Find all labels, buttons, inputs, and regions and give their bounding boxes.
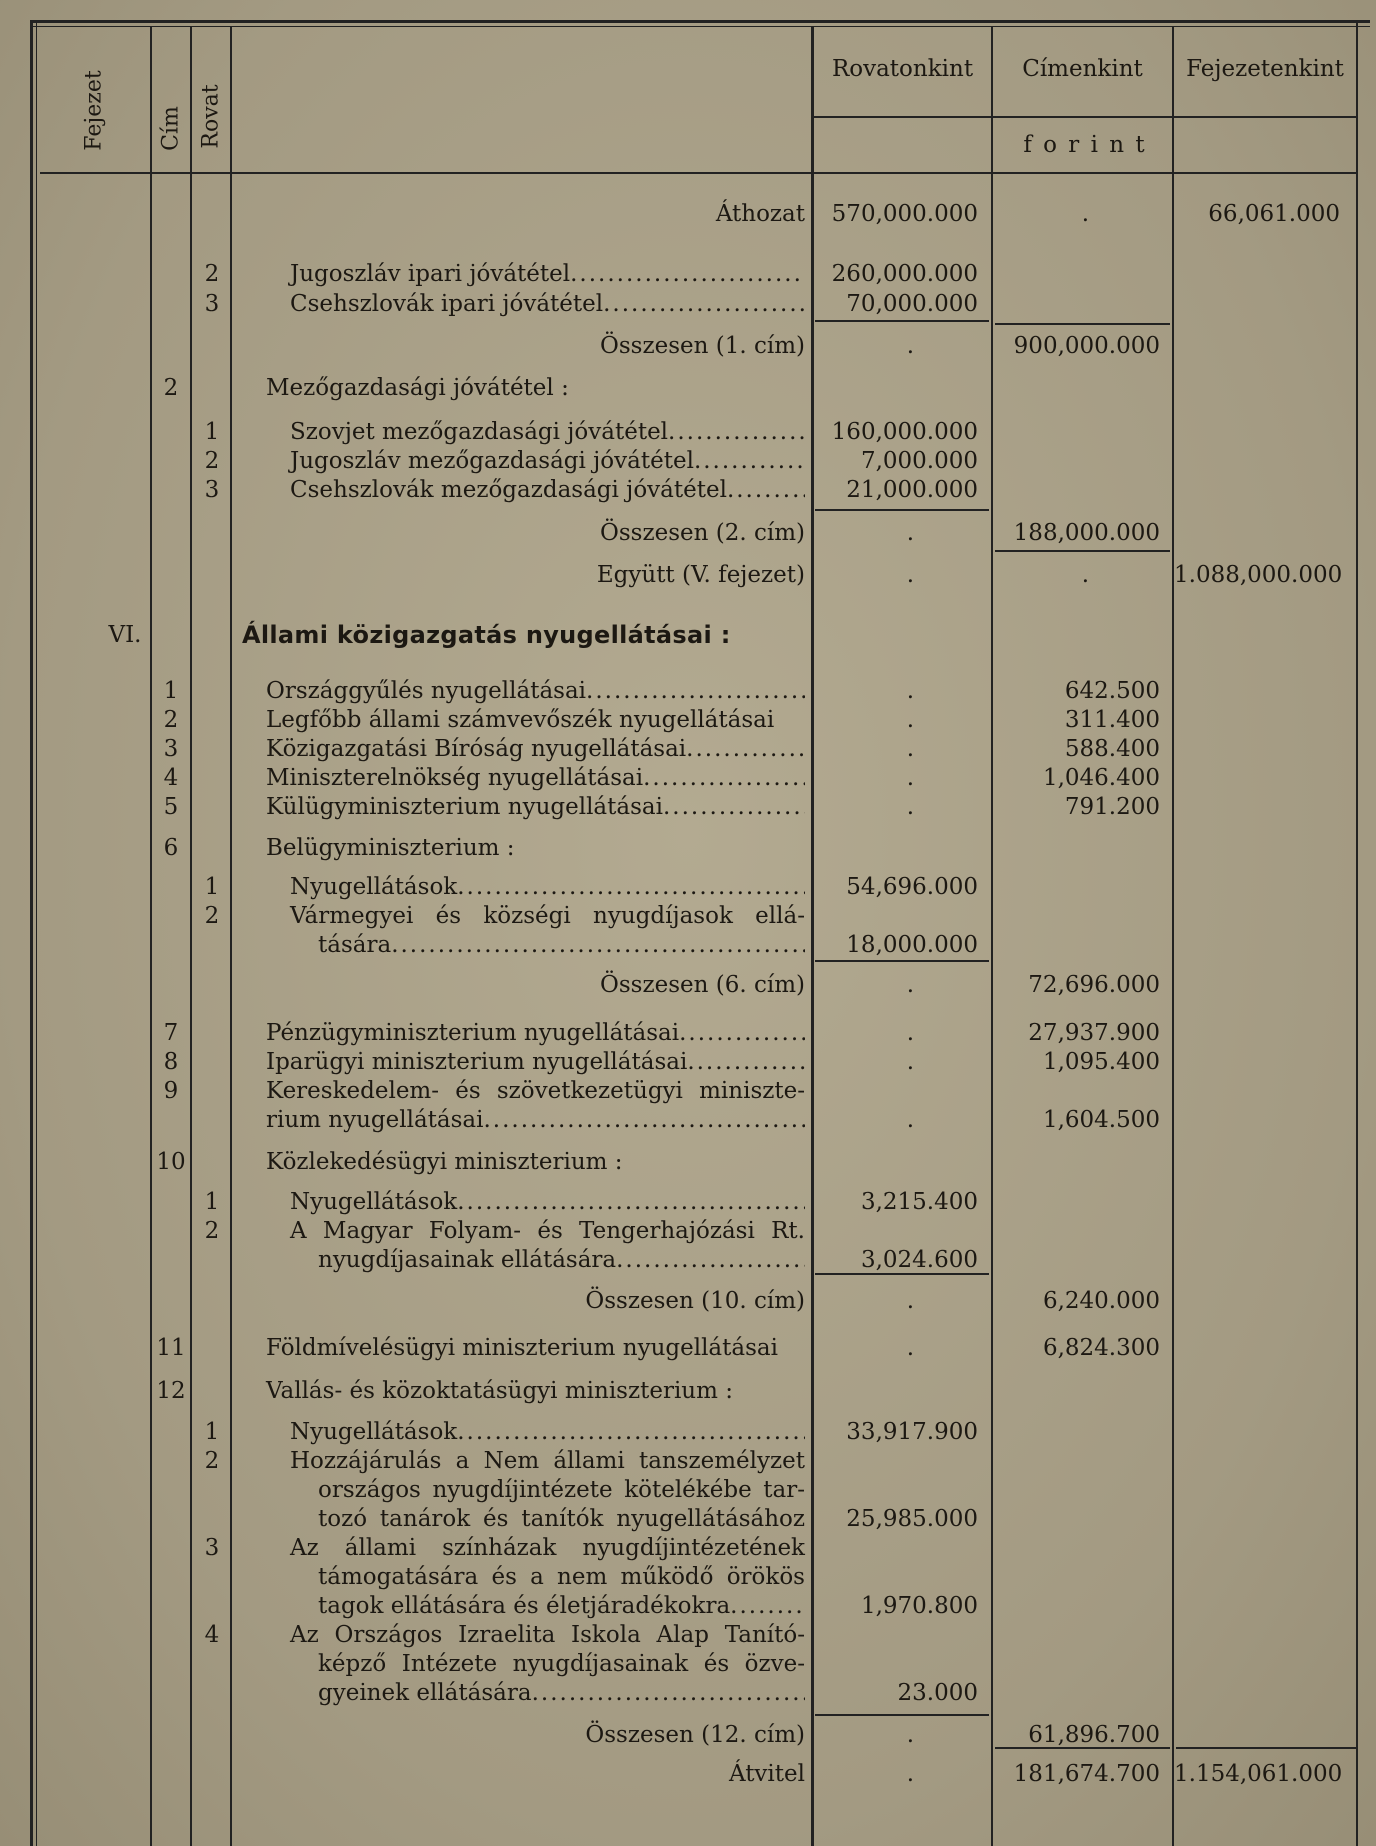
- value-rovatonkint: .: [906, 1020, 914, 1046]
- value-rovatonkint: .: [906, 678, 914, 704]
- dot-leader: [457, 873, 805, 901]
- value-cimenkint: 181,674.700: [1013, 1761, 1160, 1787]
- value-rovatonkint: 3,024.600: [860, 1247, 978, 1273]
- row-label: Átvitel: [728, 1761, 805, 1787]
- top-border: [30, 20, 1370, 23]
- value-rovatonkint: 1,970.800: [860, 1593, 978, 1619]
- dot-leader: [603, 290, 805, 318]
- row-label-with-leader: [266, 677, 805, 705]
- row-label: Külügyminiszterium nyugellátásai: [266, 794, 663, 820]
- value-cimenkint: .: [1081, 201, 1089, 227]
- value-cimenkint: 1,046.400: [1042, 765, 1160, 791]
- value-rovatonkint: .: [906, 1288, 914, 1314]
- row-label-with-leader: [266, 1106, 805, 1134]
- row-rovat-number: 2: [204, 448, 220, 474]
- row-cim-number: 12: [156, 1378, 186, 1404]
- row-cim-number: 10: [156, 1149, 186, 1175]
- header-fejezet: Fejezet: [81, 70, 107, 151]
- row-rovat-number: 2: [204, 1218, 220, 1244]
- row-label: Belügyminiszterium :: [266, 835, 515, 861]
- rule-fejezet-12: [1176, 1747, 1356, 1749]
- row-rovat-number: 1: [204, 419, 220, 445]
- row-label: Hozzájárulás a Nem állami tanszemélyzet: [290, 1448, 805, 1474]
- row-label: Az állami színházak nyugdíjintézetének: [290, 1535, 805, 1561]
- value-fejezetenkint: 1.154,061.000: [1174, 1761, 1343, 1787]
- dot-leader: [686, 735, 805, 763]
- value-rovatonkint: 23.000: [897, 1680, 978, 1706]
- row-label: gyeinek ellátására: [318, 1680, 532, 1706]
- dot-leader: [616, 1246, 805, 1274]
- dot-leader: [727, 476, 805, 504]
- value-rovatonkint: .: [906, 794, 914, 820]
- value-cimenkint: 1,604.500: [1042, 1107, 1160, 1133]
- row-label: Összesen (12. cím): [585, 1722, 805, 1748]
- row-label-with-leader: [290, 447, 805, 475]
- row-rovat-number: 1: [204, 1419, 220, 1445]
- row-label-with-leader: [290, 476, 805, 504]
- row-label-with-leader: [290, 873, 805, 901]
- row-label: Az Országos Izraelita Iskola Alap Tanító-: [290, 1622, 805, 1648]
- section-heading: Állami közigazgatás nyugellátásai :: [242, 621, 731, 649]
- value-rovatonkint: 160,000.000: [831, 419, 978, 445]
- dot-leader: [457, 1188, 805, 1216]
- row-cim-number: 6: [163, 835, 179, 861]
- value-cimenkint: 900,000.000: [1013, 333, 1160, 359]
- dot-leader: [679, 1019, 805, 1047]
- rule-rovat-12: [815, 1714, 989, 1716]
- row-label: A Magyar Folyam- és Tengerhajózási Rt.: [290, 1218, 805, 1244]
- outer-right-border: [1356, 22, 1358, 1846]
- value-rovatonkint: .: [906, 972, 914, 998]
- rule-rovat-6: [815, 960, 989, 962]
- value-cimenkint: 72,696.000: [1028, 972, 1160, 998]
- dot-leader: [663, 793, 805, 821]
- row-label: Jugoszláv mezőgazdasági jóvátétel: [290, 448, 694, 474]
- row-rovat-number: 3: [204, 291, 220, 317]
- row-label-with-leader: [318, 1592, 805, 1620]
- outer-left-border: [30, 22, 33, 1846]
- row-label: Nyugellátások: [290, 1189, 458, 1215]
- row-label: Áthozat: [715, 201, 805, 227]
- value-rovatonkint: .: [906, 333, 914, 359]
- row-label: Iparügyi miniszterium nyugellátásai: [266, 1049, 688, 1075]
- value-rovatonkint: .: [906, 562, 914, 588]
- row-label: Jugoszláv ipari jóvátétel: [290, 261, 571, 287]
- value-rovatonkint: .: [906, 1722, 914, 1748]
- dot-leader: [586, 677, 805, 705]
- value-cimenkint: 588.400: [1064, 736, 1160, 762]
- col-sep-fejezet-cim: [150, 27, 152, 1846]
- row-label: Kereskedelem- és szövetkezetügyi miniszte-: [266, 1078, 805, 1104]
- row-label: Földmívelésügyi miniszterium nyugellátásai: [266, 1335, 778, 1361]
- row-rovat-number: 3: [204, 1535, 220, 1561]
- row-cim-number: 9: [163, 1078, 179, 1104]
- value-rovatonkint: .: [906, 765, 914, 791]
- header-rovatonkint: Rovatonkint: [831, 56, 974, 82]
- value-rovatonkint: .: [906, 736, 914, 762]
- row-label: Összesen (10. cím): [585, 1288, 805, 1314]
- row-label: Legfőbb állami számvevőszék nyugellátásai: [266, 707, 775, 733]
- col-sep-cimenkint-fejezetenkint: [1172, 27, 1174, 1846]
- row-label: Nyugellátások: [290, 1419, 458, 1445]
- row-label: Vármegyei és községi nyugdíjasok ellá-: [290, 903, 805, 929]
- value-cimenkint: 642.500: [1064, 678, 1160, 704]
- row-label: tására: [318, 932, 392, 958]
- row-label-with-leader: [318, 931, 805, 959]
- row-cim-number: 8: [163, 1049, 179, 1075]
- row-label: rium nyugellátásai: [266, 1107, 484, 1133]
- dot-leader: [570, 260, 805, 288]
- row-label: Csehszlovák mezőgazdasági jóvátétel: [290, 477, 727, 503]
- value-cimenkint: 6,240.000: [1042, 1288, 1160, 1314]
- value-rovatonkint: 18,000.000: [846, 932, 978, 958]
- value-rovatonkint: 25,985.000: [846, 1506, 978, 1532]
- row-cim-number: 11: [156, 1335, 186, 1361]
- row-label-with-leader: [290, 1418, 805, 1446]
- rule-rovat-1: [815, 320, 989, 322]
- value-rovatonkint: .: [906, 1335, 914, 1361]
- value-cimenkint: 27,937.900: [1028, 1020, 1160, 1046]
- dot-leader: [687, 1048, 805, 1076]
- row-label-with-leader: [266, 735, 805, 763]
- row-cim-number: 2: [163, 707, 179, 733]
- row-cim-number: 4: [163, 765, 179, 791]
- header-unit-divider: [813, 116, 1356, 118]
- row-label: Összesen (2. cím): [600, 520, 805, 546]
- value-fejezetenkint: 66,061.000: [1208, 201, 1340, 227]
- row-cim-number: 5: [163, 794, 179, 820]
- value-rovatonkint: 70,000.000: [846, 291, 978, 317]
- row-label: Vallás- és közoktatásügyi miniszterium :: [266, 1378, 733, 1404]
- value-rovatonkint: .: [906, 1761, 914, 1787]
- value-rovatonkint: 21,000.000: [846, 477, 978, 503]
- col-sep-rovatonkint-cimenkint: [991, 27, 993, 1846]
- row-label: támogatására és a nem működő örökös: [318, 1564, 805, 1590]
- row-rovat-number: 2: [204, 1448, 220, 1474]
- value-cimenkint: 311.400: [1064, 707, 1160, 733]
- header-bottom-divider: [40, 172, 1356, 174]
- value-rovatonkint: .: [906, 1049, 914, 1075]
- rule-cim-1: [995, 323, 1170, 325]
- row-label: tozó tanárok és tanítók nyugellátásához: [318, 1506, 805, 1532]
- value-rovatonkint: .: [906, 1107, 914, 1133]
- value-cimenkint: .: [1081, 562, 1089, 588]
- value-rovatonkint: .: [906, 707, 914, 733]
- rule-rovat-2: [815, 509, 989, 511]
- row-cim-number: 7: [163, 1020, 179, 1046]
- value-rovatonkint: 33,917.900: [846, 1419, 978, 1445]
- header-cim: Cím: [158, 106, 184, 151]
- row-label-with-leader: [318, 1679, 805, 1707]
- row-label: Közlekedésügyi miniszterium :: [266, 1149, 623, 1175]
- dot-leader: [643, 764, 805, 792]
- row-label: nyugdíjasainak ellátására: [318, 1247, 617, 1273]
- value-rovatonkint: 7,000.000: [860, 448, 978, 474]
- value-cimenkint: 61,896.700: [1028, 1722, 1160, 1748]
- row-label-with-leader: [290, 290, 805, 318]
- row-fejezet-number: VI.: [108, 622, 142, 648]
- row-rovat-number: 1: [204, 1189, 220, 1215]
- value-cimenkint: 791.200: [1064, 794, 1160, 820]
- row-cim-number: 3: [163, 736, 179, 762]
- dot-leader: [391, 931, 805, 959]
- row-label: Országgyűlés nyugellátásai: [266, 678, 587, 704]
- row-label-with-leader: [318, 1246, 805, 1274]
- row-label-with-leader: [266, 764, 805, 792]
- row-label-with-leader: [266, 1048, 805, 1076]
- row-label: országos nyugdíjintézete kötelékébe tar-: [318, 1477, 805, 1503]
- row-label: Összesen (6. cím): [600, 972, 805, 998]
- value-rovatonkint: .: [906, 520, 914, 546]
- value-rovatonkint: 570,000.000: [831, 201, 978, 227]
- row-rovat-number: 4: [204, 1622, 220, 1648]
- dot-leader: [668, 418, 805, 446]
- row-cim-number: 1: [163, 678, 179, 704]
- row-rovat-number: 1: [204, 874, 220, 900]
- header-unit: f o r i n t: [1023, 132, 1147, 158]
- value-fejezetenkint: 1.088,000.000: [1174, 562, 1343, 588]
- row-label-with-leader: [266, 793, 805, 821]
- row-rovat-number: 3: [204, 477, 220, 503]
- value-rovatonkint: 260,000.000: [831, 261, 978, 287]
- dot-leader: [484, 1106, 806, 1134]
- row-cim-number: 2: [163, 375, 179, 401]
- row-rovat-number: 2: [204, 903, 220, 929]
- row-label: tagok ellátására és életjáradékokra: [318, 1593, 731, 1619]
- value-rovatonkint: 54,696.000: [846, 874, 978, 900]
- outer-left-border-inner: [36, 22, 37, 1846]
- dot-leader: [730, 1592, 805, 1620]
- row-label: Miniszterelnökség nyugellátásai: [266, 765, 644, 791]
- row-label-with-leader: [290, 1188, 805, 1216]
- row-label-with-leader: [290, 260, 805, 288]
- row-label: Nyugellátások: [290, 874, 458, 900]
- value-cimenkint: 1,095.400: [1042, 1049, 1160, 1075]
- dot-leader: [694, 447, 805, 475]
- row-label-with-leader: [266, 1019, 805, 1047]
- value-cimenkint: 188,000.000: [1013, 520, 1160, 546]
- row-label: Mezőgazdasági jóvátétel :: [266, 375, 569, 401]
- value-cimenkint: 6,824.300: [1042, 1335, 1160, 1361]
- header-cimenkint: Címenkint: [1022, 56, 1143, 82]
- row-label: Szovjet mezőgazdasági jóvátétel: [290, 419, 669, 445]
- dot-leader: [532, 1679, 805, 1707]
- row-rovat-number: 2: [204, 261, 220, 287]
- dot-leader: [457, 1418, 805, 1446]
- header-fejezetenkint: Fejezetenkint: [1186, 56, 1344, 82]
- row-label: Csehszlovák ipari jóvátétel: [290, 291, 604, 317]
- row-label: Együtt (V. fejezet): [596, 562, 805, 588]
- row-label: Közigazgatási Bíróság nyugellátásai: [266, 736, 687, 762]
- row-label: Pénzügyminiszterium nyugellátásai: [266, 1020, 680, 1046]
- rule-cim-2: [995, 550, 1170, 552]
- row-label: képző Intézete nyugdíjasainak és özve-: [318, 1651, 805, 1677]
- row-label: Összesen (1. cím): [600, 333, 805, 359]
- header-rovat: Rovat: [198, 84, 224, 149]
- value-rovatonkint: 3,215.400: [860, 1189, 978, 1215]
- row-label-with-leader: [290, 418, 805, 446]
